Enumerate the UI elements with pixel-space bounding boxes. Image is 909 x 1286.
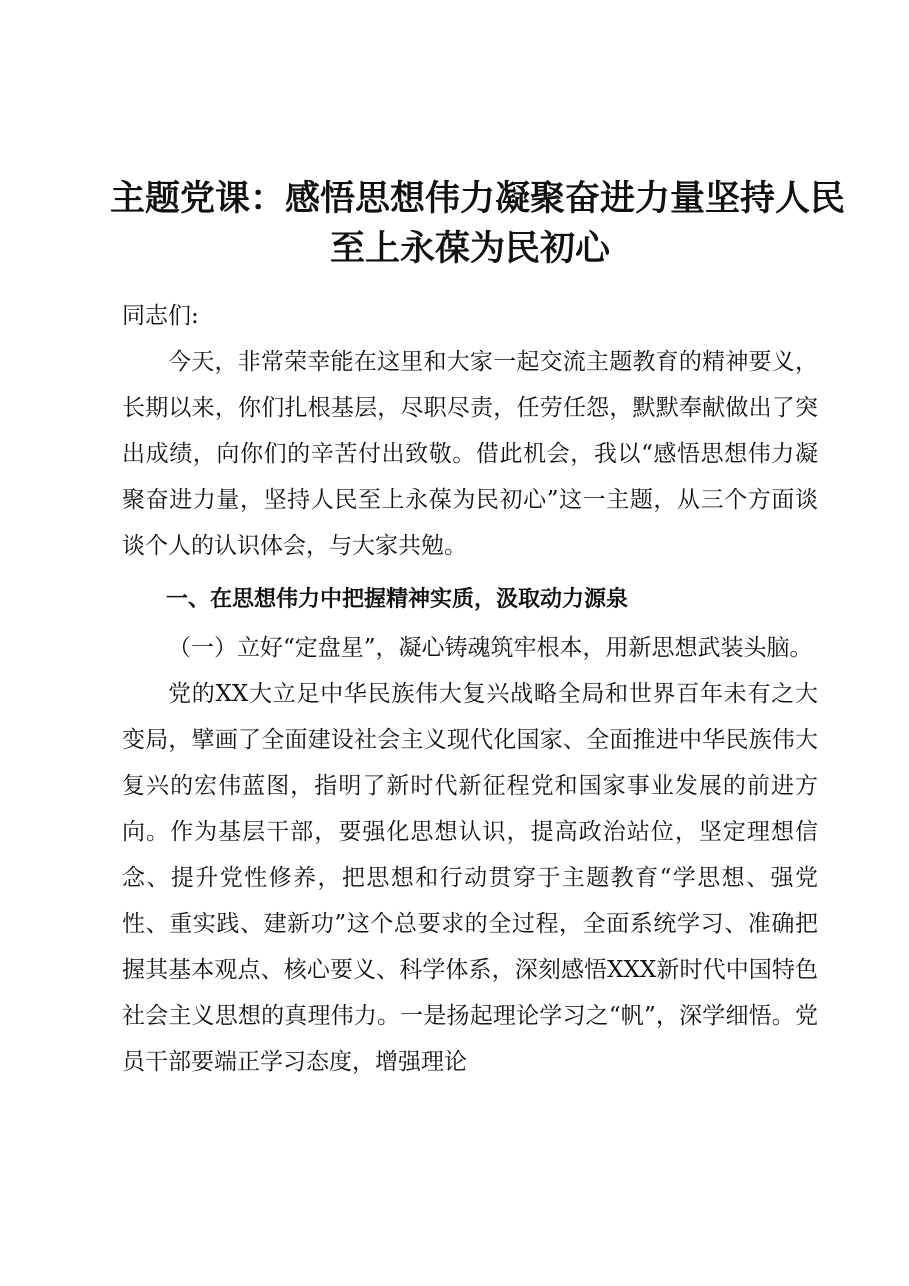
intro-paragraph: 今天，非常荣幸能在这里和大家一起交流主题教育的精神要义，长期以来，你们扎根基层，尽职尽责，任劳任怨，默默奉献做出了突出成绩，向你们的辛苦付出致敬。借此机会，我以“感悟思想伟力凝聚奋进力量，坚持人民至上永葆为民初心”这一主题，从三个方面谈谈个人的认识体会，与大家共勉。 [122, 349, 818, 559]
salutation: 同志们: [122, 303, 199, 329]
document-body [122, 293, 818, 1085]
section-1-heading: 一、在思想伟力中把握精神实质，汲取动力源泉 [166, 587, 629, 612]
subsection-1-heading: （一）立好“定盘星”，凝心铸魂筑牢根本，用新思想武装头脑。 [168, 635, 813, 661]
document-title [110, 174, 846, 274]
subsection-1-paragraph: 党的XX大立足中华民族伟大复兴战略全局和世界百年未有之大变局，擘画了全面建设社会主义现代化国家、全面推进中华民族伟大复兴的宏伟蓝图，指明了新时代新征程党和国家事业发展的前进方向。作为基层干部，要强化思想认识，提高政治站位，坚定理想信念、提升党性修养，把思想和行动贯穿于主题教育“学思想、强党性、重实践、建新功”这个总要求的全过程，全面系统学习、准确把握其基本观点、核心要义、科学体系，深刻感悟XXX新时代中国特色社会主义思想的真理伟力。一是扬起理论学习之“帆”，深学细悟。党员干部要端正学习态度，增强理论 [122, 681, 818, 1075]
title-line-1: 主题党课：感悟思想伟力凝聚奋进力量坚持人民 [110, 178, 846, 219]
title-line-2: 至上永葆为民初心 [329, 228, 610, 269]
